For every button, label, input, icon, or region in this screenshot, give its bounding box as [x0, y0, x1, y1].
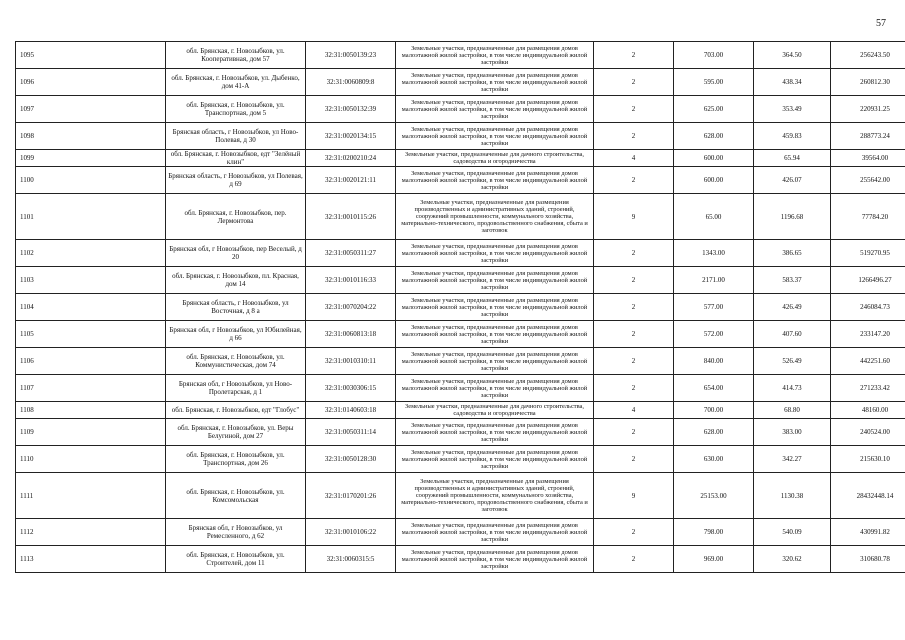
table-row	[16, 473, 905, 519]
row-number: 1098	[16, 123, 166, 150]
cadastral-number-cell: 32:31:0070204:22	[306, 294, 396, 321]
specific-value-cell: 68.80	[754, 402, 831, 419]
table-row	[16, 42, 905, 69]
area-cell: 595.00	[674, 69, 754, 96]
cadastral-value-cell: 233147.20	[831, 321, 905, 348]
area-cell: 628.00	[674, 123, 754, 150]
cadastral-number-cell: 32:31:0010310:11	[306, 348, 396, 375]
address-cell: обл. Брянская, г. Новозыбков, ул. Комсомольская	[166, 473, 306, 519]
specific-value-cell: 1130.38	[754, 473, 831, 519]
table-row	[16, 402, 905, 419]
row-number: 1102	[16, 240, 166, 267]
cadastral-value-cell: 442251.60	[831, 348, 905, 375]
land-use-cell: Земельные участки, предназначенные для дачного строительства, садоводства и огородничества	[396, 402, 594, 419]
cadastral-number-cell: 32:31:0010116:33	[306, 267, 396, 294]
group-cell: 2	[594, 419, 674, 446]
row-number: 1104	[16, 294, 166, 321]
group-cell: 2	[594, 348, 674, 375]
land-use-cell: Земельные участки, предназначенные для размещения производственных и административных зданий, строений, сооружений промышленности, коммунального хозяйства, материально-технического, продовольственного снабжения, сбыта и заготовок	[396, 194, 594, 240]
address-cell: обл. Брянская, г. Новозыбков, ул. Транспортная, дом 26	[166, 446, 306, 473]
row-number: 1107	[16, 375, 166, 402]
area-cell: 703.00	[674, 42, 754, 69]
row-number: 1096	[16, 69, 166, 96]
specific-value-cell: 65.94	[754, 150, 831, 167]
table-body	[16, 42, 905, 573]
address-cell: Брянская область, г Новозыбков, ул Восточная, д 8 а	[166, 294, 306, 321]
specific-value-cell: 583.37	[754, 267, 831, 294]
land-use-cell: Земельные участки, предназначенные для размещения домов малоэтажной жилой застройки, в том числе индивидуальной жилой застройки	[396, 123, 594, 150]
address-cell: Брянская обл, г Новозыбков, ул Ремесленного, д 62	[166, 519, 306, 546]
group-cell: 2	[594, 321, 674, 348]
cadastral-number-cell: 32:31:0140603:18	[306, 402, 396, 419]
table-row	[16, 321, 905, 348]
row-number: 1100	[16, 167, 166, 194]
table-row	[16, 294, 905, 321]
land-use-cell: Земельные участки, предназначенные для размещения производственных и административных зданий, строений, сооружений промышленности, коммунального хозяйства, материально-технического, продовольственного снабжения, сбыта и заготовок	[396, 473, 594, 519]
cadastral-number-cell: 32:31:0030306:15	[306, 375, 396, 402]
area-cell: 700.00	[674, 402, 754, 419]
area-cell: 798.00	[674, 519, 754, 546]
row-number: 1106	[16, 348, 166, 375]
land-use-cell: Земельные участки, предназначенные для размещения домов малоэтажной жилой застройки, в том числе индивидуальной жилой застройки	[396, 348, 594, 375]
cadastral-value-cell: 255642.00	[831, 167, 905, 194]
specific-value-cell: 1196.68	[754, 194, 831, 240]
group-cell: 2	[594, 519, 674, 546]
area-cell: 654.00	[674, 375, 754, 402]
area-cell: 1343.00	[674, 240, 754, 267]
cadastral-value-cell: 256243.50	[831, 42, 905, 69]
group-cell: 2	[594, 123, 674, 150]
cadastral-value-cell: 246084.73	[831, 294, 905, 321]
area-cell: 840.00	[674, 348, 754, 375]
group-cell: 4	[594, 150, 674, 167]
address-cell: обл. Брянская, г. Новозыбков, едт "Глобус"	[166, 402, 306, 419]
cadastral-value-cell: 215630.10	[831, 446, 905, 473]
specific-value-cell: 540.09	[754, 519, 831, 546]
cadastral-value-cell: 28432448.14	[831, 473, 905, 519]
specific-value-cell: 414.73	[754, 375, 831, 402]
address-cell: Брянская обл, г Новозыбков, пер Веселый, д 20	[166, 240, 306, 267]
specific-value-cell: 426.07	[754, 167, 831, 194]
table-row	[16, 267, 905, 294]
specific-value-cell: 386.65	[754, 240, 831, 267]
land-use-cell: Земельные участки, предназначенные для размещения домов малоэтажной жилой застройки, в том числе индивидуальной жилой застройки	[396, 519, 594, 546]
area-cell: 600.00	[674, 150, 754, 167]
table-row	[16, 348, 905, 375]
land-use-cell: Земельные участки, предназначенные для размещения домов малоэтажной жилой застройки, в том числе индивидуальной жилой застройки	[396, 69, 594, 96]
land-use-cell: Земельные участки, предназначенные для размещения домов малоэтажной жилой застройки, в том числе индивидуальной жилой застройки	[396, 321, 594, 348]
cadastral-number-cell: 32:31:0010115:26	[306, 194, 396, 240]
address-cell: Брянская область, г Новозыбков, ул Полевая, д 69	[166, 167, 306, 194]
group-cell: 2	[594, 69, 674, 96]
cadastral-number-cell: 32:31:0050132:39	[306, 96, 396, 123]
land-use-cell: Земельные участки, предназначенные для размещения домов малоэтажной жилой застройки, в том числе индивидуальной жилой застройки	[396, 294, 594, 321]
area-cell: 572.00	[674, 321, 754, 348]
row-number: 1101	[16, 194, 166, 240]
specific-value-cell: 342.27	[754, 446, 831, 473]
cadastral-value-cell: 271233.42	[831, 375, 905, 402]
group-cell: 2	[594, 240, 674, 267]
specific-value-cell: 353.49	[754, 96, 831, 123]
land-use-cell: Земельные участки, предназначенные для размещения домов малоэтажной жилой застройки, в том числе индивидуальной жилой застройки	[396, 267, 594, 294]
cadastral-value-cell: 519270.95	[831, 240, 905, 267]
table-row	[16, 419, 905, 446]
cadastral-value-cell: 220931.25	[831, 96, 905, 123]
land-use-cell: Земельные участки, предназначенные для размещения домов малоэтажной жилой застройки, в том числе индивидуальной жилой застройки	[396, 446, 594, 473]
row-number: 1103	[16, 267, 166, 294]
address-cell: обл. Брянская, г. Новозыбков, пл. Красная, дом 14	[166, 267, 306, 294]
area-cell: 625.00	[674, 96, 754, 123]
table-row	[16, 240, 905, 267]
address-cell: обл. Брянская, г. Новозыбков, ул. Коммунистическая, дом 74	[166, 348, 306, 375]
address-cell: обл. Брянская, г. Новозыбков, ул. Дыбенко, дом 41-А	[166, 69, 306, 96]
land-use-cell: Земельные участки, предназначенные для размещения домов малоэтажной жилой застройки, в том числе индивидуальной жилой застройки	[396, 96, 594, 123]
area-cell: 577.00	[674, 294, 754, 321]
address-cell: Брянская обл, г Новозыбков, ул Юбилейная, д 66	[166, 321, 306, 348]
cadastral-number-cell: 32:31:0060315:5	[306, 546, 396, 573]
area-cell: 25153.00	[674, 473, 754, 519]
table-row	[16, 150, 905, 167]
specific-value-cell: 407.60	[754, 321, 831, 348]
group-cell: 2	[594, 446, 674, 473]
group-cell: 2	[594, 546, 674, 573]
cadastral-value-cell: 260812.30	[831, 69, 905, 96]
row-number: 1097	[16, 96, 166, 123]
cadastral-value-cell: 240524.00	[831, 419, 905, 446]
group-cell: 2	[594, 375, 674, 402]
area-cell: 969.00	[674, 546, 754, 573]
table-row	[16, 167, 905, 194]
address-cell: обл. Брянская, г. Новозыбков, пер. Лермонтова	[166, 194, 306, 240]
area-cell: 630.00	[674, 446, 754, 473]
table-row	[16, 69, 905, 96]
specific-value-cell: 320.62	[754, 546, 831, 573]
cadastral-number-cell: 32:31:0060813:18	[306, 321, 396, 348]
specific-value-cell: 438.34	[754, 69, 831, 96]
cadastral-value-cell: 1266496.27	[831, 267, 905, 294]
row-number: 1099	[16, 150, 166, 167]
group-cell: 9	[594, 473, 674, 519]
specific-value-cell: 426.49	[754, 294, 831, 321]
specific-value-cell: 383.00	[754, 419, 831, 446]
cadastral-value-cell: 288773.24	[831, 123, 905, 150]
cadastral-number-cell: 32:31:0020134:15	[306, 123, 396, 150]
table-row	[16, 519, 905, 546]
cadastral-number-cell: 32:31:0020121:11	[306, 167, 396, 194]
cadastral-number-cell: 32:31:0050311:14	[306, 419, 396, 446]
cadastral-number-cell: 32:31:0010106:22	[306, 519, 396, 546]
land-use-cell: Земельные участки, предназначенные для размещения домов малоэтажной жилой застройки, в том числе индивидуальной жилой застройки	[396, 42, 594, 69]
address-cell: обл. Брянская, г. Новозыбков, едт "Зелёный клин"	[166, 150, 306, 167]
group-cell: 9	[594, 194, 674, 240]
land-use-cell: Земельные участки, предназначенные для размещения домов малоэтажной жилой застройки, в том числе индивидуальной жилой застройки	[396, 375, 594, 402]
group-cell: 2	[594, 42, 674, 69]
group-cell: 2	[594, 267, 674, 294]
area-cell: 65.00	[674, 194, 754, 240]
area-cell: 2171.00	[674, 267, 754, 294]
cadastral-number-cell: 32:31:0050128:30	[306, 446, 396, 473]
table-row	[16, 123, 905, 150]
land-use-cell: Земельные участки, предназначенные для размещения домов малоэтажной жилой застройки, в том числе индивидуальной жилой застройки	[396, 240, 594, 267]
group-cell: 2	[594, 96, 674, 123]
row-number: 1105	[16, 321, 166, 348]
group-cell: 4	[594, 402, 674, 419]
specific-value-cell: 459.83	[754, 123, 831, 150]
specific-value-cell: 526.49	[754, 348, 831, 375]
cadastral-number-cell: 32:31:0050311:27	[306, 240, 396, 267]
cadastral-value-cell: 48160.00	[831, 402, 905, 419]
row-number: 1111	[16, 473, 166, 519]
table-row	[16, 446, 905, 473]
cadastral-number-cell: 32:31:0200210:24	[306, 150, 396, 167]
address-cell: обл. Брянская, г. Новозыбков, ул. Строителей, дом 11	[166, 546, 306, 573]
cadastral-value-table	[15, 41, 905, 573]
specific-value-cell: 364.50	[754, 42, 831, 69]
area-cell: 600.00	[674, 167, 754, 194]
address-cell: обл. Брянская, г. Новозыбков, ул. Транспортная, дом 5	[166, 96, 306, 123]
page-number: 57	[876, 18, 886, 29]
cadastral-value-cell: 77784.20	[831, 194, 905, 240]
land-use-cell: Земельные участки, предназначенные для размещения домов малоэтажной жилой застройки, в том числе индивидуальной жилой застройки	[396, 167, 594, 194]
address-cell: Брянская область, г Новозыбков, ул Ново-Полевая, д 30	[166, 123, 306, 150]
table-row	[16, 546, 905, 573]
cadastral-number-cell: 32:31:0060809:8	[306, 69, 396, 96]
land-use-cell: Земельные участки, предназначенные для размещения домов малоэтажной жилой застройки, в том числе индивидуальной жилой застройки	[396, 546, 594, 573]
land-use-cell: Земельные участки, предназначенные для дачного строительства, садоводства и огородничества	[396, 150, 594, 167]
cadastral-number-cell: 32:31:0050139:23	[306, 42, 396, 69]
group-cell: 2	[594, 167, 674, 194]
table-row	[16, 194, 905, 240]
cadastral-value-cell: 39564.00	[831, 150, 905, 167]
row-number: 1110	[16, 446, 166, 473]
cadastral-number-cell: 32:31:0170201:26	[306, 473, 396, 519]
land-use-cell: Земельные участки, предназначенные для размещения домов малоэтажной жилой застройки, в том числе индивидуальной жилой застройки	[396, 419, 594, 446]
row-number: 1108	[16, 402, 166, 419]
area-cell: 628.00	[674, 419, 754, 446]
row-number: 1095	[16, 42, 166, 69]
group-cell: 2	[594, 294, 674, 321]
address-cell: обл. Брянская, г. Новозыбков, ул. Кооперативная, дом 57	[166, 42, 306, 69]
address-cell: Брянская обл, г Новозыбков, ул Ново-Пролетарская, д 1	[166, 375, 306, 402]
table-row	[16, 375, 905, 402]
cadastral-value-cell: 430991.82	[831, 519, 905, 546]
table-row	[16, 96, 905, 123]
cadastral-value-cell: 310680.78	[831, 546, 905, 573]
row-number: 1109	[16, 419, 166, 446]
row-number: 1113	[16, 546, 166, 573]
row-number: 1112	[16, 519, 166, 546]
address-cell: обл. Брянская, г. Новозыбков, ул. Веры Белугиной, дом 27	[166, 419, 306, 446]
